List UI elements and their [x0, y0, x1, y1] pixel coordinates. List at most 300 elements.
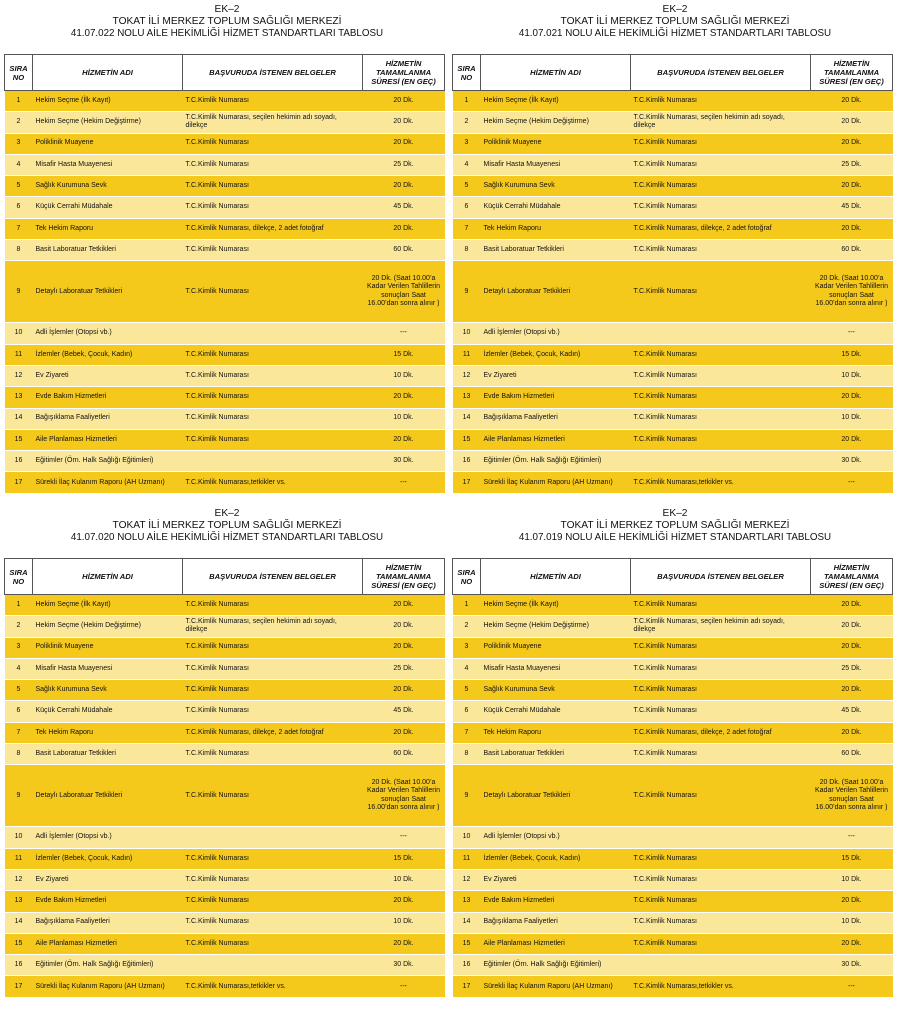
cell-documents: T.C.Kimlik Numarası — [631, 261, 811, 323]
table-row — [5, 365, 445, 386]
cell-no: 5 — [453, 680, 481, 701]
cell-documents: T.C.Kimlik Numarası, dilekçe, 2 adet fotoğraf — [631, 218, 811, 239]
cell-service-name: Sürekli İlaç Kulanım Raporu (AH Uzmanı) — [33, 976, 183, 997]
cell-no: 8 — [5, 744, 33, 765]
table-row — [5, 154, 445, 175]
cell-duration: 25 Dk. — [363, 658, 445, 679]
cell-no: 8 — [453, 744, 481, 765]
header-row — [453, 559, 893, 595]
cell-no: 10 — [5, 827, 33, 848]
table-row — [453, 344, 893, 365]
cell-no: 3 — [453, 637, 481, 658]
cell-duration: 25 Dk. — [811, 658, 893, 679]
cell-duration: 20 Dk. — [363, 91, 445, 112]
cell-duration: 20 Dk. — [811, 112, 893, 133]
cell-documents: T.C.Kimlik Numarası — [183, 154, 363, 175]
cell-documents: T.C.Kimlik Numarası — [183, 912, 363, 933]
cell-service-name: Adli İşlemler (Otopsi vb.) — [33, 323, 183, 344]
cell-no: 3 — [5, 637, 33, 658]
cell-documents: T.C.Kimlik Numarası — [631, 365, 811, 386]
cell-documents: T.C.Kimlik Numarası — [183, 658, 363, 679]
column-header-no: SIRA NO — [453, 55, 481, 91]
cell-duration: 15 Dk. — [811, 344, 893, 365]
cell-no: 17 — [453, 976, 481, 997]
cell-service-name: Evde Bakım Hizmetleri — [481, 891, 631, 912]
cell-documents: T.C.Kimlik Numarası, seçilen hekimin adı soyadı, dilekçe — [631, 112, 811, 133]
cell-no: 2 — [5, 112, 33, 133]
cell-service-name: Küçük Cerrahi Müdahale — [33, 701, 183, 722]
column-header-documents: BAŞVURUDA İSTENEN BELGELER — [631, 55, 811, 91]
table-row — [453, 323, 893, 344]
cell-no: 3 — [453, 133, 481, 154]
cell-duration: 30 Dk. — [363, 451, 445, 472]
cell-duration: --- — [363, 472, 445, 493]
cell-no: 6 — [453, 197, 481, 218]
cell-service-name: Bağışıklama Faaliyetleri — [481, 912, 631, 933]
cell-documents: T.C.Kimlik Numarası — [183, 933, 363, 954]
annex-label: EK–2 — [214, 508, 240, 519]
cell-duration: 10 Dk. — [811, 869, 893, 890]
table-row — [5, 429, 445, 450]
cell-no: 17 — [5, 472, 33, 493]
cell-service-name: Basit Laboratuar Tetkikleri — [33, 240, 183, 261]
cell-service-name: Evde Bakım Hizmetleri — [33, 891, 183, 912]
cell-no: 15 — [453, 933, 481, 954]
table-row — [5, 112, 445, 133]
cell-no: 4 — [5, 658, 33, 679]
cell-no: 8 — [5, 240, 33, 261]
cell-service-name: Detaylı Laboratuar Tetkikleri — [33, 261, 183, 323]
table-title — [452, 28, 898, 40]
cell-no: 16 — [5, 451, 33, 472]
cell-no: 13 — [453, 387, 481, 408]
cell-documents: T.C.Kimlik Numarası — [183, 765, 363, 827]
service-standards-table — [4, 558, 445, 997]
cell-service-name: Misafir Hasta Muayenesi — [481, 658, 631, 679]
cell-no: 16 — [5, 955, 33, 976]
column-header-name: HİZMETİN ADI — [33, 55, 183, 91]
table-row — [5, 680, 445, 701]
cell-service-name: Küçük Cerrahi Müdahale — [33, 197, 183, 218]
cell-documents: T.C.Kimlik Numarası — [631, 197, 811, 218]
cell-duration: 10 Dk. — [363, 869, 445, 890]
cell-documents: T.C.Kimlik Numarası,tetkikler vs. — [631, 976, 811, 997]
cell-no: 16 — [453, 451, 481, 472]
cell-duration: 30 Dk. — [811, 955, 893, 976]
table-row — [5, 387, 445, 408]
cell-service-name: Hekim Seçme (Hekim Değiştirme) — [33, 616, 183, 637]
table-title-suffix: NOLU AİLE HEKİMLİĞİ HİZMET STANDARTLARI TABLOSU — [117, 28, 384, 39]
cell-service-name: Adli İşlemler (Otopsi vb.) — [481, 827, 631, 848]
column-header-name: HİZMETİN ADI — [481, 559, 631, 595]
cell-no: 2 — [453, 112, 481, 133]
cell-duration: 15 Dk. — [363, 344, 445, 365]
cell-no: 10 — [453, 827, 481, 848]
cell-no: 8 — [453, 240, 481, 261]
table-row — [453, 261, 893, 323]
cell-no: 7 — [453, 218, 481, 239]
table-heading — [452, 4, 898, 40]
cell-documents: T.C.Kimlik Numarası, seçilen hekimin adı soyadı, dilekçe — [183, 616, 363, 637]
cell-no: 10 — [5, 323, 33, 344]
cell-service-name: Adli İşlemler (Otopsi vb.) — [481, 323, 631, 344]
table-title — [4, 532, 450, 544]
cell-no: 11 — [453, 344, 481, 365]
table-row — [5, 344, 445, 365]
cell-duration: 10 Dk. — [363, 365, 445, 386]
table-row — [453, 154, 893, 175]
cell-documents — [183, 827, 363, 848]
cell-no: 6 — [453, 701, 481, 722]
cell-documents: T.C.Kimlik Numarası — [183, 701, 363, 722]
table-row — [453, 637, 893, 658]
cell-documents: T.C.Kimlik Numarası — [183, 848, 363, 869]
cell-duration: 15 Dk. — [363, 848, 445, 869]
table-row — [5, 744, 445, 765]
cell-no: 14 — [453, 408, 481, 429]
cell-documents: T.C.Kimlik Numarası,tetkikler vs. — [631, 472, 811, 493]
header-row — [5, 55, 445, 91]
cell-service-name: Bağışıklama Faaliyetleri — [33, 408, 183, 429]
cell-documents: T.C.Kimlik Numarası — [631, 744, 811, 765]
cell-duration: 60 Dk. — [363, 744, 445, 765]
cell-no: 6 — [5, 197, 33, 218]
cell-service-name: Adli İşlemler (Otopsi vb.) — [33, 827, 183, 848]
table-row — [5, 912, 445, 933]
table-row — [453, 744, 893, 765]
cell-no: 17 — [453, 472, 481, 493]
cell-duration: 20 Dk. — [811, 91, 893, 112]
cell-documents: T.C.Kimlik Numarası — [631, 91, 811, 112]
cell-service-name: Poliklinik Muayene — [481, 133, 631, 154]
cell-duration: 20 Dk. — [811, 595, 893, 616]
column-header-duration: HİZMETİN TAMAMLANMA SÜRESİ (EN GEÇ) — [363, 55, 445, 91]
cell-no: 7 — [5, 218, 33, 239]
cell-documents: T.C.Kimlik Numarası — [183, 261, 363, 323]
cell-service-name: Detaylı Laboratuar Tetkikleri — [33, 765, 183, 827]
cell-no: 1 — [453, 91, 481, 112]
table-row — [5, 637, 445, 658]
cell-documents — [631, 451, 811, 472]
cell-documents: T.C.Kimlik Numarası,tetkikler vs. — [183, 976, 363, 997]
cell-documents: T.C.Kimlik Numarası, dilekçe, 2 adet fotoğraf — [631, 722, 811, 743]
cell-documents: T.C.Kimlik Numarası — [631, 387, 811, 408]
cell-duration: 25 Dk. — [811, 154, 893, 175]
table-row — [5, 176, 445, 197]
cell-service-name: Sürekli İlaç Kulanım Raporu (AH Uzmanı) — [481, 976, 631, 997]
table-row — [453, 891, 893, 912]
annex-label: EK–2 — [662, 4, 688, 15]
cell-documents: T.C.Kimlik Numarası — [631, 344, 811, 365]
table-row — [5, 323, 445, 344]
table-row — [453, 765, 893, 827]
cell-duration: 20 Dk. — [811, 387, 893, 408]
cell-duration: 20 Dk. (Saat 10.00’a Kadar Verilen Tahlillerin sonuçları Saat 16.00’dan sonra alınır ) — [363, 261, 445, 323]
cell-documents: T.C.Kimlik Numarası — [183, 91, 363, 112]
cell-service-name: Detaylı Laboratuar Tetkikleri — [481, 765, 631, 827]
table-title — [4, 28, 450, 40]
cell-service-name: Detaylı Laboratuar Tetkikleri — [481, 261, 631, 323]
table-row — [5, 240, 445, 261]
cell-duration: 20 Dk. — [363, 722, 445, 743]
cell-service-name: Basit Laboratuar Tetkikleri — [33, 744, 183, 765]
table-row — [453, 408, 893, 429]
cell-no: 5 — [5, 176, 33, 197]
column-header-documents: BAŞVURUDA İSTENEN BELGELER — [183, 55, 363, 91]
table-row — [453, 658, 893, 679]
cell-no: 17 — [5, 976, 33, 997]
cell-duration: 45 Dk. — [363, 197, 445, 218]
table-row — [5, 955, 445, 976]
column-header-no: SIRA NO — [5, 55, 33, 91]
cell-duration: --- — [363, 976, 445, 997]
table-row — [453, 429, 893, 450]
cell-no: 11 — [453, 848, 481, 869]
table-row — [453, 365, 893, 386]
cell-service-name: Misafir Hasta Muayenesi — [33, 658, 183, 679]
table-row — [453, 869, 893, 890]
table-row — [5, 891, 445, 912]
table-heading — [452, 508, 898, 544]
cell-documents: T.C.Kimlik Numarası, dilekçe, 2 adet fotoğraf — [183, 218, 363, 239]
unit-code: 41.07.022 — [70, 28, 115, 39]
annex-label: EK–2 — [662, 508, 688, 519]
table-row — [453, 451, 893, 472]
cell-service-name: Tek Hekim Raporu — [481, 218, 631, 239]
cell-no: 14 — [5, 408, 33, 429]
cell-duration: 30 Dk. — [363, 955, 445, 976]
cell-no: 1 — [5, 595, 33, 616]
cell-duration: 60 Dk. — [363, 240, 445, 261]
table-row — [453, 472, 893, 493]
cell-service-name: Hekim Seçme (İlk Kayıt) — [481, 91, 631, 112]
table-row — [453, 91, 893, 112]
column-header-name: HİZMETİN ADI — [481, 55, 631, 91]
cell-duration: 45 Dk. — [811, 701, 893, 722]
cell-service-name: Hekim Seçme (İlk Kayıt) — [33, 595, 183, 616]
cell-duration: 20 Dk. — [363, 176, 445, 197]
cell-service-name: Aile Planlaması Hizmetleri — [33, 933, 183, 954]
table-row — [5, 701, 445, 722]
cell-duration: 20 Dk. — [363, 133, 445, 154]
cell-service-name: Sürekli İlaç Kulanım Raporu (AH Uzmanı) — [33, 472, 183, 493]
cell-no: 4 — [453, 658, 481, 679]
cell-documents — [631, 323, 811, 344]
table-title-suffix: NOLU AİLE HEKİMLİĞİ HİZMET STANDARTLARI TABLOSU — [565, 28, 832, 39]
cell-documents: T.C.Kimlik Numarası — [631, 869, 811, 890]
cell-duration: 10 Dk. — [811, 912, 893, 933]
header-row — [5, 559, 445, 595]
cell-documents: T.C.Kimlik Numarası — [631, 240, 811, 261]
standards-table-block — [452, 4, 898, 493]
cell-service-name: Eğitimler (Örn. Halk Sağlığı Eğitimleri) — [33, 955, 183, 976]
cell-duration: 20 Dk. — [811, 933, 893, 954]
cell-service-name: Sağlık Kurumuna Sevk — [33, 680, 183, 701]
table-row — [453, 112, 893, 133]
cell-duration: 20 Dk. — [363, 891, 445, 912]
cell-documents: T.C.Kimlik Numarası, dilekçe, 2 adet fotoğraf — [183, 722, 363, 743]
table-row — [5, 595, 445, 616]
cell-documents: T.C.Kimlik Numarası, seçilen hekimin adı soyadı, dilekçe — [183, 112, 363, 133]
table-row — [453, 933, 893, 954]
cell-documents: T.C.Kimlik Numarası — [183, 680, 363, 701]
table-row — [5, 197, 445, 218]
cell-service-name: İzlemler (Bebek, Çocuk, Kadın) — [481, 344, 631, 365]
cell-service-name: İzlemler (Bebek, Çocuk, Kadın) — [481, 848, 631, 869]
column-header-duration: HİZMETİN TAMAMLANMA SÜRESİ (EN GEÇ) — [811, 55, 893, 91]
table-row — [5, 848, 445, 869]
cell-documents: T.C.Kimlik Numarası — [631, 637, 811, 658]
table-row — [453, 912, 893, 933]
table-row — [453, 680, 893, 701]
cell-no: 7 — [5, 722, 33, 743]
table-row — [5, 976, 445, 997]
cell-documents: T.C.Kimlik Numarası — [631, 133, 811, 154]
column-header-no: SIRA NO — [5, 559, 33, 595]
table-row — [5, 827, 445, 848]
cell-no: 12 — [453, 365, 481, 386]
table-row — [5, 91, 445, 112]
cell-documents — [631, 955, 811, 976]
cell-documents: T.C.Kimlik Numarası — [631, 154, 811, 175]
cell-documents — [183, 323, 363, 344]
table-title-suffix: NOLU AİLE HEKİMLİĞİ HİZMET STANDARTLARI TABLOSU — [117, 532, 384, 543]
cell-documents: T.C.Kimlik Numarası — [183, 344, 363, 365]
cell-duration: 10 Dk. — [811, 408, 893, 429]
cell-service-name: Misafir Hasta Muayenesi — [481, 154, 631, 175]
cell-documents: T.C.Kimlik Numarası — [631, 848, 811, 869]
cell-no: 3 — [5, 133, 33, 154]
cell-documents: T.C.Kimlik Numarası — [183, 429, 363, 450]
cell-service-name: Poliklinik Muayene — [481, 637, 631, 658]
cell-service-name: Tek Hekim Raporu — [33, 218, 183, 239]
cell-service-name: Ev Ziyareti — [33, 869, 183, 890]
cell-no: 13 — [5, 387, 33, 408]
cell-no: 12 — [453, 869, 481, 890]
table-row — [453, 133, 893, 154]
cell-no: 12 — [5, 869, 33, 890]
cell-no: 9 — [453, 765, 481, 827]
cell-duration: 20 Dk. — [811, 176, 893, 197]
cell-no: 15 — [453, 429, 481, 450]
cell-no: 15 — [5, 933, 33, 954]
cell-no: 9 — [5, 261, 33, 323]
cell-duration: 45 Dk. — [363, 701, 445, 722]
cell-duration: 30 Dk. — [811, 451, 893, 472]
cell-duration: 45 Dk. — [811, 197, 893, 218]
header-row — [453, 55, 893, 91]
table-row — [5, 451, 445, 472]
column-header-no: SIRA NO — [453, 559, 481, 595]
cell-duration: --- — [811, 827, 893, 848]
table-row — [5, 658, 445, 679]
cell-no: 4 — [453, 154, 481, 175]
cell-no: 5 — [5, 680, 33, 701]
cell-documents — [183, 955, 363, 976]
cell-no: 7 — [453, 722, 481, 743]
cell-no: 5 — [453, 176, 481, 197]
cell-service-name: Basit Laboratuar Tetkikleri — [481, 744, 631, 765]
cell-duration: --- — [811, 976, 893, 997]
cell-documents: T.C.Kimlik Numarası, seçilen hekimin adı soyadı, dilekçe — [631, 616, 811, 637]
annex-label: EK–2 — [214, 4, 240, 15]
cell-documents: T.C.Kimlik Numarası — [631, 658, 811, 679]
cell-duration: 15 Dk. — [811, 848, 893, 869]
cell-service-name: Sağlık Kurumuna Sevk — [481, 176, 631, 197]
table-row — [5, 408, 445, 429]
cell-duration: 20 Dk. — [363, 112, 445, 133]
table-row — [453, 176, 893, 197]
service-standards-table — [4, 54, 445, 493]
table-row — [5, 869, 445, 890]
table-row — [453, 218, 893, 239]
table-row — [5, 765, 445, 827]
cell-duration: 20 Dk. — [811, 637, 893, 658]
table-heading — [4, 508, 450, 544]
unit-code: 41.07.021 — [518, 28, 563, 39]
standards-table-block — [452, 508, 898, 997]
cell-no: 13 — [5, 891, 33, 912]
cell-documents: T.C.Kimlik Numarası — [183, 637, 363, 658]
cell-duration: 20 Dk. — [811, 891, 893, 912]
organization-title: TOKAT İLİ MERKEZ TOPLUM SAĞLIĞI MERKEZİ — [560, 16, 790, 27]
cell-duration: 20 Dk. — [363, 616, 445, 637]
cell-duration: 60 Dk. — [811, 744, 893, 765]
cell-documents: T.C.Kimlik Numarası — [183, 176, 363, 197]
cell-duration: 20 Dk. — [811, 218, 893, 239]
cell-documents: T.C.Kimlik Numarası — [183, 744, 363, 765]
cell-documents: T.C.Kimlik Numarası — [183, 387, 363, 408]
cell-service-name: Aile Planlaması Hizmetleri — [33, 429, 183, 450]
cell-duration: 10 Dk. — [363, 408, 445, 429]
cell-duration: 20 Dk. — [811, 722, 893, 743]
cell-no: 6 — [5, 701, 33, 722]
cell-documents: T.C.Kimlik Numarası — [631, 429, 811, 450]
cell-service-name: Aile Planlaması Hizmetleri — [481, 933, 631, 954]
cell-service-name: Basit Laboratuar Tetkikleri — [481, 240, 631, 261]
table-row — [5, 261, 445, 323]
column-header-duration: HİZMETİN TAMAMLANMA SÜRESİ (EN GEÇ) — [811, 559, 893, 595]
cell-service-name: İzlemler (Bebek, Çocuk, Kadın) — [33, 344, 183, 365]
table-title — [452, 532, 898, 544]
cell-no: 2 — [5, 616, 33, 637]
cell-service-name: Bağışıklama Faaliyetleri — [481, 408, 631, 429]
cell-duration: --- — [811, 472, 893, 493]
cell-documents: T.C.Kimlik Numarası — [631, 701, 811, 722]
column-header-documents: BAŞVURUDA İSTENEN BELGELER — [183, 559, 363, 595]
standards-table-block — [4, 4, 450, 493]
table-row — [453, 827, 893, 848]
table-row — [453, 955, 893, 976]
cell-no: 14 — [5, 912, 33, 933]
cell-service-name: Ev Ziyareti — [481, 365, 631, 386]
cell-duration: 20 Dk. — [363, 933, 445, 954]
cell-service-name: Hekim Seçme (Hekim Değiştirme) — [481, 616, 631, 637]
table-row — [453, 722, 893, 743]
cell-documents — [631, 827, 811, 848]
cell-service-name: Hekim Seçme (Hekim Değiştirme) — [481, 112, 631, 133]
cell-no: 9 — [5, 765, 33, 827]
cell-duration: 20 Dk. — [363, 218, 445, 239]
cell-no: 1 — [5, 91, 33, 112]
cell-duration: --- — [363, 827, 445, 848]
cell-no: 2 — [453, 616, 481, 637]
cell-duration: 25 Dk. — [363, 154, 445, 175]
cell-duration: 20 Dk. — [811, 616, 893, 637]
cell-service-name: Tek Hekim Raporu — [33, 722, 183, 743]
cell-documents: T.C.Kimlik Numarası — [631, 765, 811, 827]
cell-no: 14 — [453, 912, 481, 933]
